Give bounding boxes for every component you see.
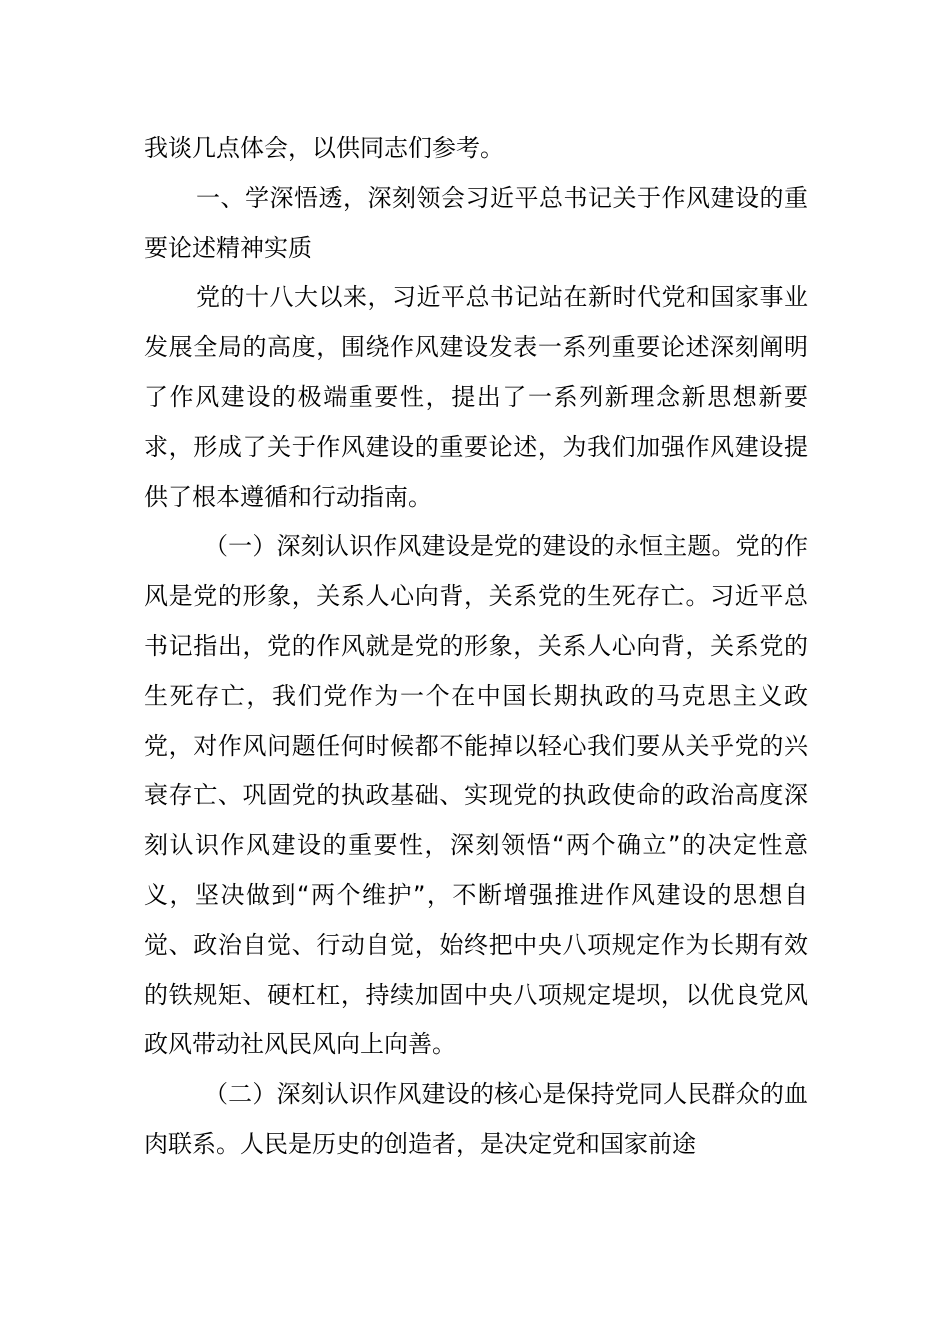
section-heading-1: 一、学深悟透，深刻领会习近平总书记关于作风建设的重要论述精神实质 bbox=[144, 183, 808, 262]
body-paragraph-1: 党的十八大以来，习近平总书记站在新时代党和国家事业发展全局的高度，围绕作风建设发表一系列重要论述深刻阐明了作风建设的极端重要性，提出了一系列新理念新思想新要求，形成了关于作风建设的重要论述，为我们加强作风建设提供了根本遵循和行动指南。 bbox=[144, 283, 808, 511]
continuation-paragraph: 我谈几点体会，以供同志们参考。 bbox=[144, 134, 504, 162]
subsection-paragraph-2: （二）深刻认识作风建设的核心是保持党同人民群众的血肉联系。人民是历史的创造者，是决定党和国家前途 bbox=[144, 1080, 808, 1158]
subsection-paragraph-1: （一）深刻认识作风建设是党的建设的永恒主题。党的作风是党的形象，关系人心向背，关系党的生死存亡。习近平总书记指出，党的作风就是党的形象，关系人心向背，关系党的生死存亡，我们党作为一个在中国长期执政的马克思主义政党，对作风问题任何时候都不能掉以轻心我们要从关乎党的兴衰存亡、巩固党的执政基础、实现党的执政使命的政治高度深刻认识作风建设的重要性，深刻领悟“两个确立”的决定性意义，坚决做到“两个维护”，不断增强推进作风建设的思想自觉、政治自觉、行动自觉，始终把中央八项规定作为长期有效的铁规矩、硬杠杠，持续加固中央八项规定堤坝，以优良党风政风带动社风民风向上向善。 bbox=[144, 532, 808, 1059]
document-body bbox=[144, 124, 808, 1170]
